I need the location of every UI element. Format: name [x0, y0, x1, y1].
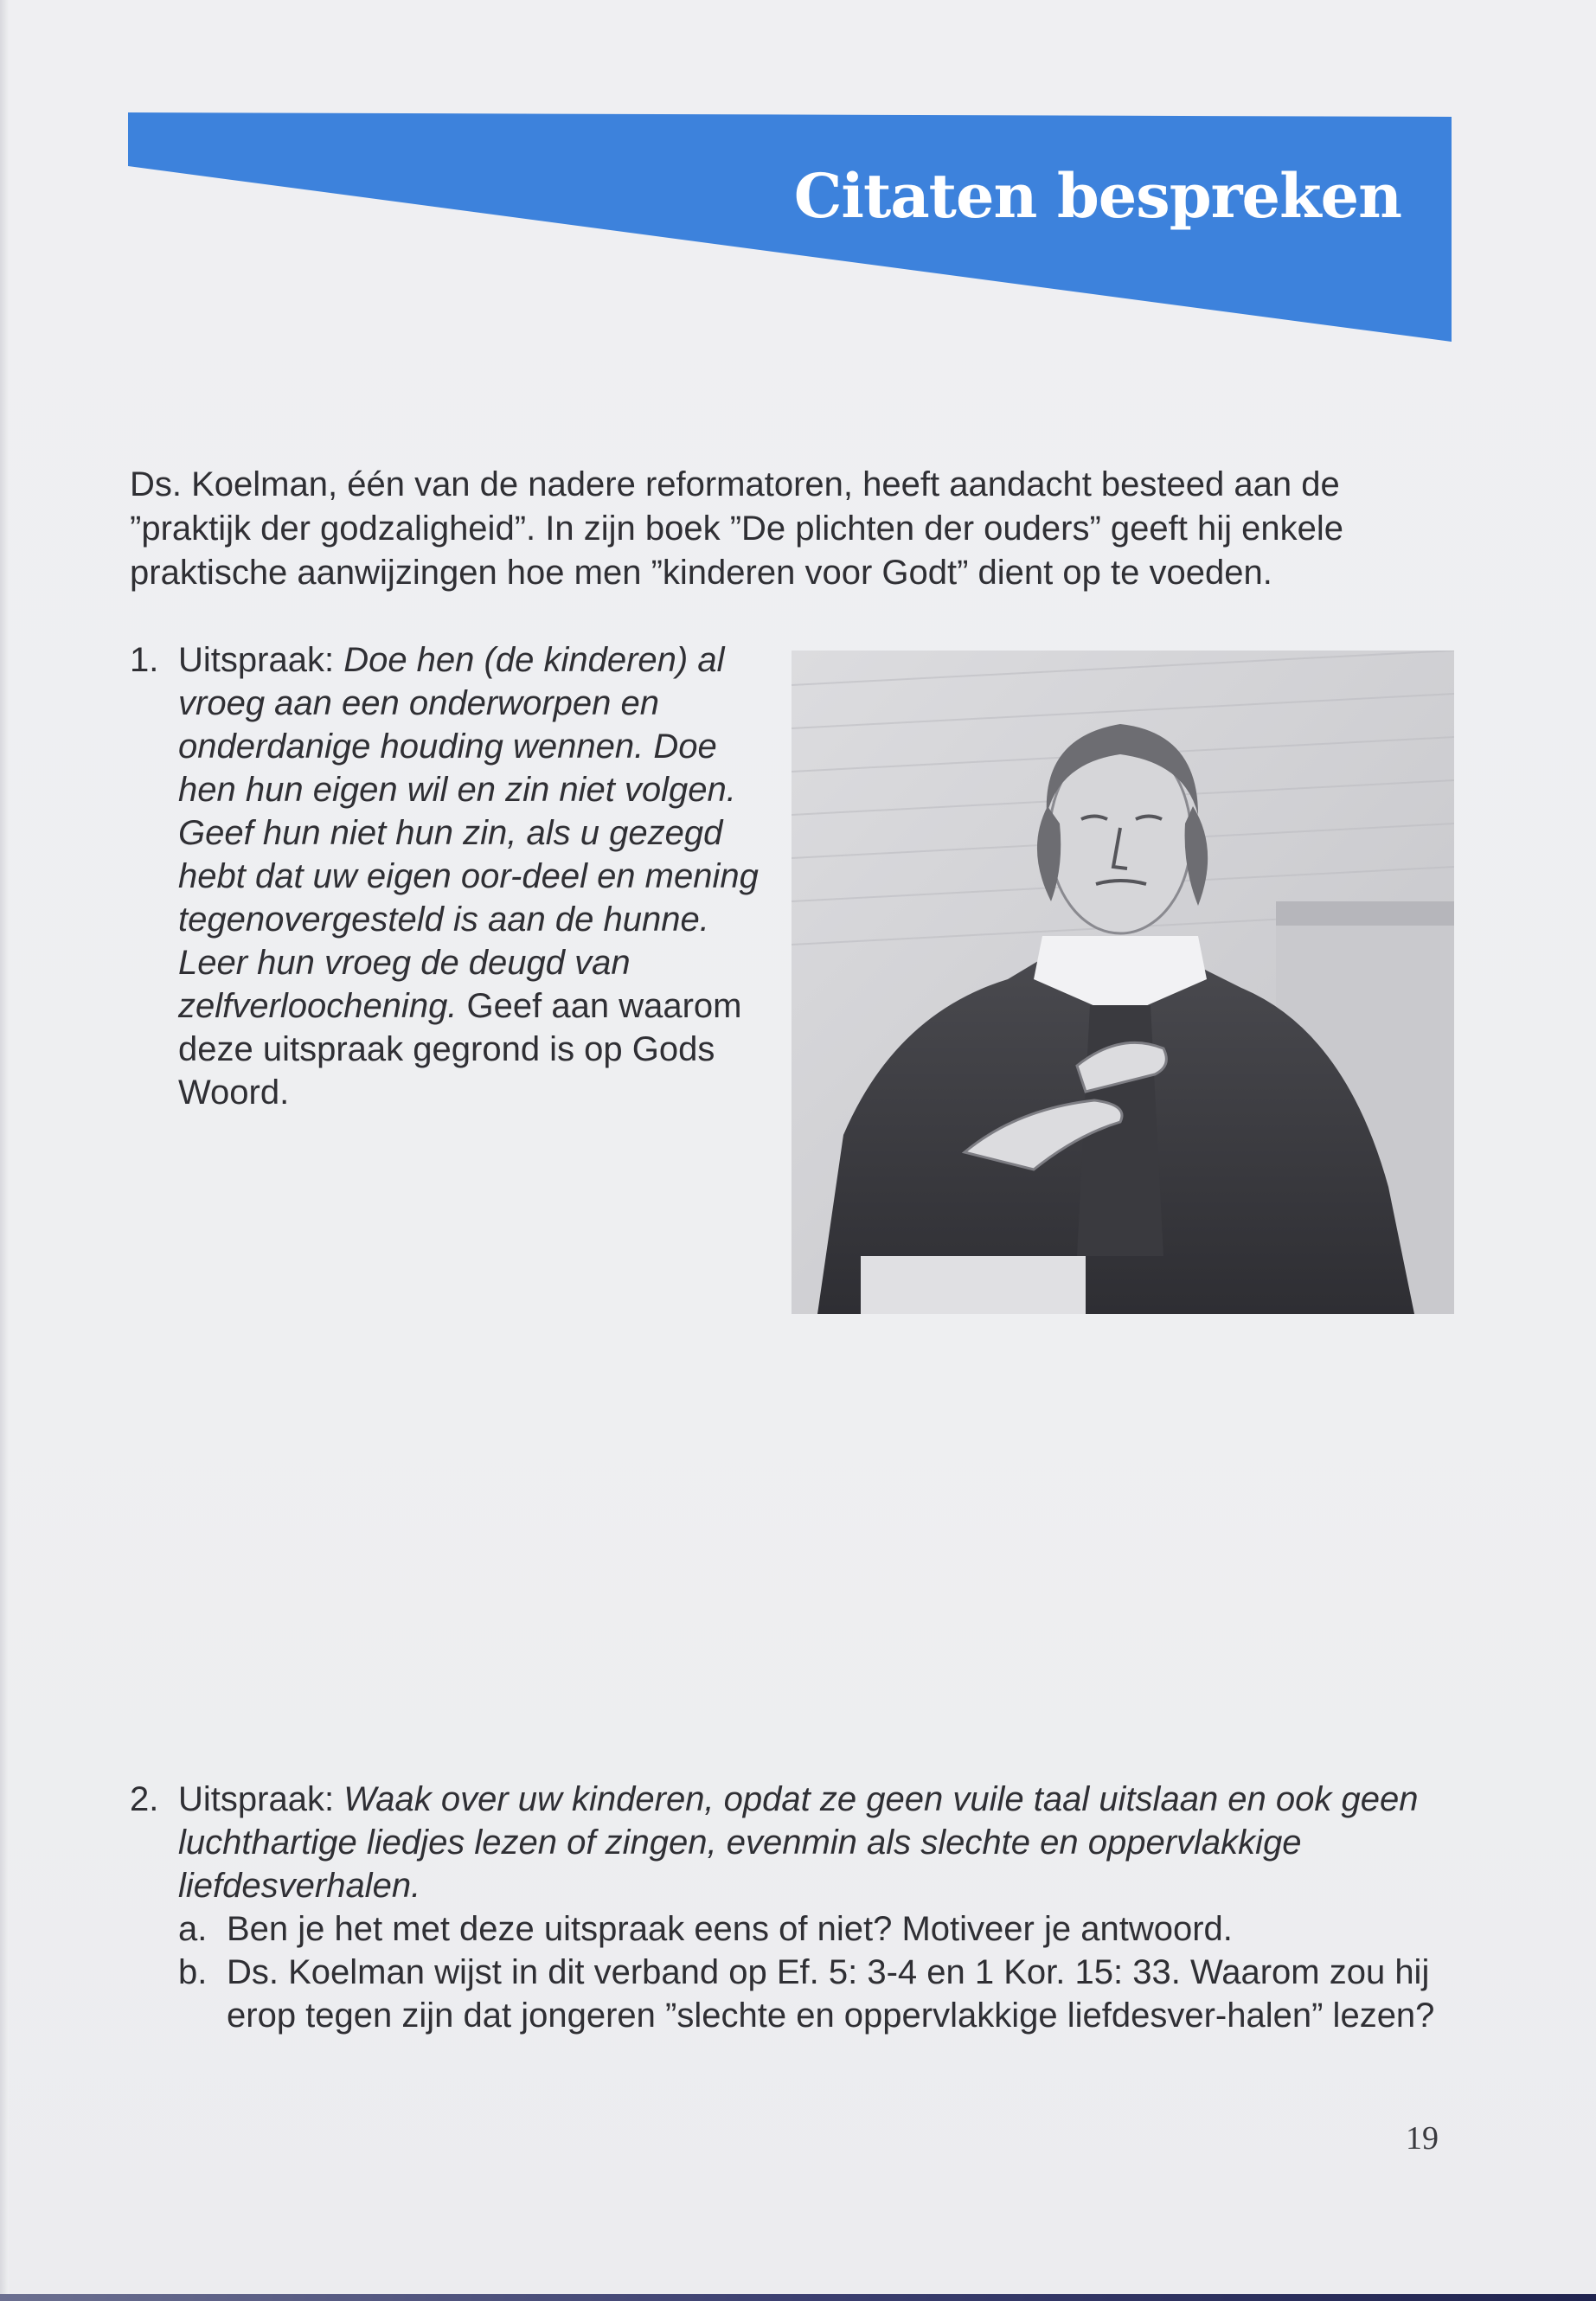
question-1	[130, 638, 761, 1114]
title-banner	[128, 112, 1452, 342]
portrait-image	[792, 651, 1454, 1314]
question-1-label: Uitspraak:	[178, 641, 335, 679]
page-edge-left	[0, 0, 9, 2301]
item-letter: a.	[178, 1910, 208, 1948]
item-letter: b.	[178, 1953, 208, 1991]
page-title: Citaten bespreken	[793, 160, 1401, 232]
question-2	[130, 1778, 1453, 2037]
portrait-drawing	[792, 651, 1454, 1314]
question-2-body	[178, 1778, 1453, 1907]
question-1-number: 1.	[130, 641, 159, 679]
question-2-item-b	[178, 1951, 1453, 2037]
page-edge-bottom	[0, 2294, 1596, 2301]
question-2-quote: Waak over uw kinderen, opdat ze geen vuile taal uitslaan en ook geen luchthartige liedjes lezen of zingen, evenmin als slechte en oppervlakkige liefdesverhalen.	[178, 1780, 1419, 1905]
item-text: Ds. Koelman wijst in dit verband op Ef. 5: 3-4 en 1 Kor. 15: 33. Waarom zou hij erop tegen zijn dat jongeren ”slechte en oppervlakkige liefdesver-halen” lezen?	[227, 1953, 1435, 2035]
question-2-item-a	[178, 1907, 1453, 1951]
question-1-quote: Doe hen (de kinderen) al vroeg aan een onderworpen en onderdanige houding wennen. Doe hen hun eigen wil en zin niet volgen. Geef hun niet hun zin, als u gezegd hebt dat uw eigen oor-deel en mening tegenovergesteld is aan de hunne. Leer hun vroeg de deugd van zelfverloochening.	[178, 641, 759, 1025]
question-1-body	[178, 638, 761, 1114]
intro-paragraph: Ds. Koelman, één van de nadere reformatoren, heeft aandacht besteed aan de ”praktijk der godzaligheid”. In zijn boek ”De plichten der ouders” geeft hij enkele praktische aanwijzingen hoe men ”kinderen voor Godt” dient op te voeden.	[130, 465, 1343, 592]
question-1-task: Geef aan waarom deze uitspraak gegrond is op Gods Woord.	[178, 987, 742, 1112]
item-text: Ben je het met deze uitspraak eens of niet? Motiveer je antwoord.	[227, 1910, 1233, 1948]
question-2-label: Uitspraak:	[178, 1780, 335, 1818]
page-number: 19	[1406, 2120, 1439, 2157]
question-2-number: 2.	[130, 1780, 159, 1818]
